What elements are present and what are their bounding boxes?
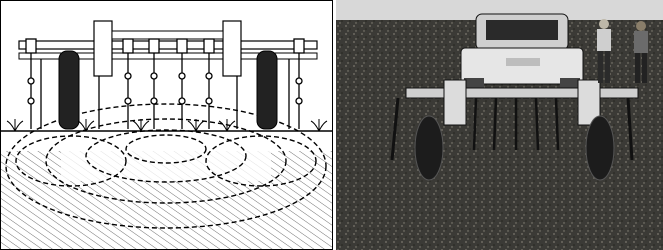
- field-photo: [336, 0, 663, 250]
- left-gauge-wheel: [59, 51, 79, 129]
- left-mount-bracket: [94, 21, 112, 76]
- cultivator-toolbar: [406, 88, 638, 98]
- pickup-truck: [461, 14, 583, 88]
- right-gauge-wheel: [586, 116, 614, 180]
- right-mount-bracket: [223, 21, 241, 76]
- field-photo-panel: [336, 0, 663, 250]
- right-gauge-wheel: [257, 51, 277, 129]
- toolbar-frame: [19, 41, 317, 49]
- left-gauge-wheel: [415, 116, 443, 180]
- cultivator-schematic: [1, 1, 333, 250]
